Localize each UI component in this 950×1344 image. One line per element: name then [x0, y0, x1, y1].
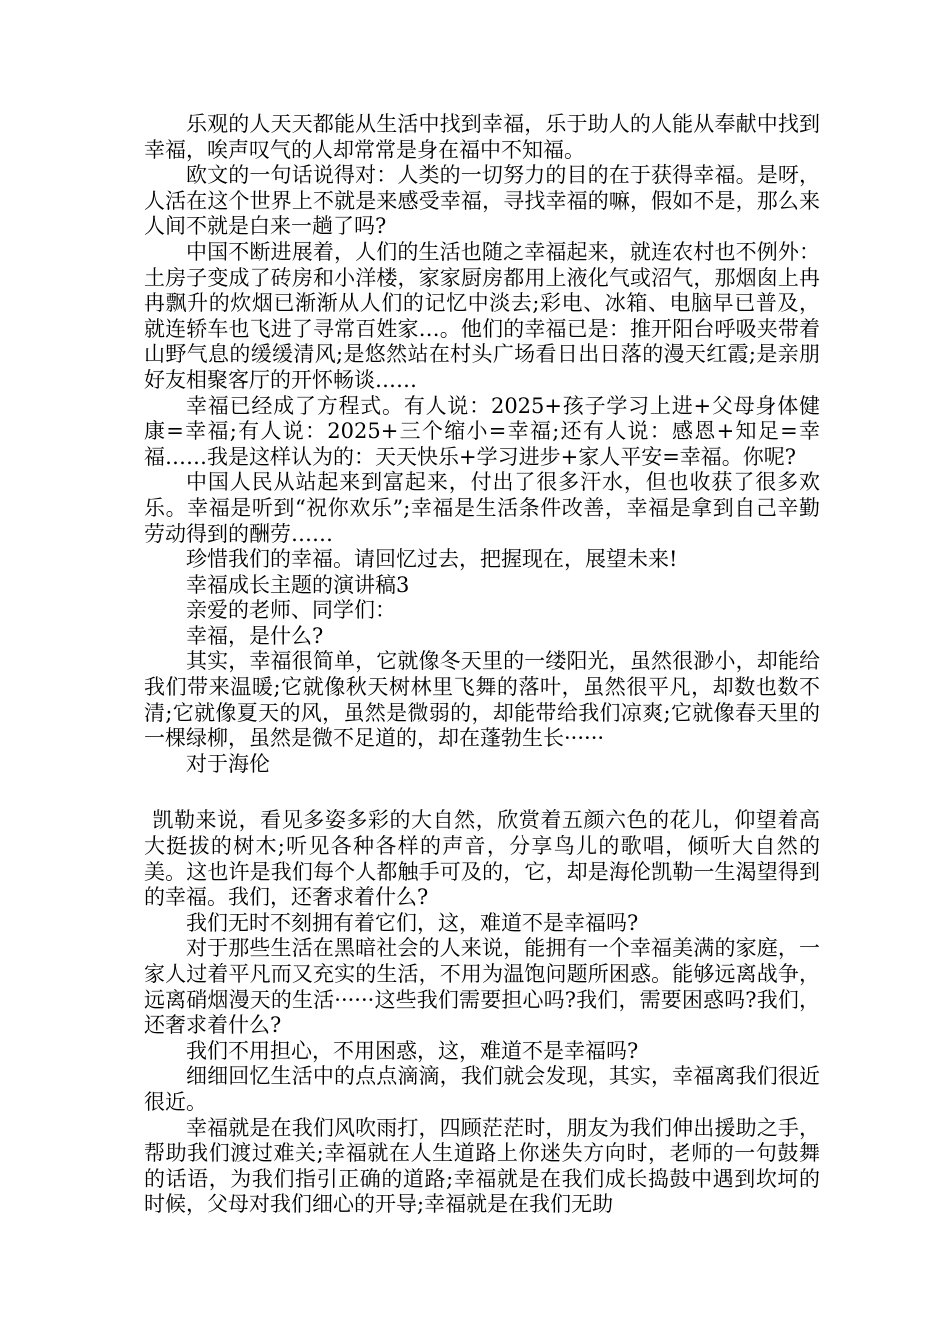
paragraph: 欧文的一句话说得对：人类的一切努力的目的在于获得幸福。是呀，人活在这个世界上不就是来感受幸福，寻找幸福的嘛，假如不是，那么来人间不就是白来一趟了吗?: [144, 163, 820, 239]
paragraph: 对于海伦: [186, 751, 270, 776]
paragraph: 对于那些生活在黑暗社会的人来说，能拥有一个幸福美满的家庭，一家人过着平凡而又充实的生活，不用为温饱问题所困惑。能够远离战争，远离硝烟漫天的生活······这些我们需要担心吗?我们，需要困惑吗?我们，还奢求着什么?: [144, 936, 820, 1038]
paragraph: 我们无时不刻拥有着它们，这，难道不是幸福吗?: [186, 910, 639, 935]
paragraph: 我们不用担心，不用困惑，这，难道不是幸福吗?: [186, 1038, 639, 1063]
blank-line: [144, 777, 820, 808]
paragraph: 中国不断进展着，人们的生活也随之幸福起来，就连农村也不例外：土房子变成了砖房和小洋楼，家家厨房都用上液化气或沼气，那烟囱上冉冉飘升的炊烟已渐渐从人们的记忆中淡去;彩电、冰箱、电脑早已普及，就连轿车也飞进了寻常百姓家…。他们的幸福已是：推开阳台呼吸夹带着山野气息的缓缓清风;是悠然站在村头广场看日出日落的漫天红霞;是亲朋好友相聚客厅的开怀畅谈……: [144, 239, 820, 392]
section-heading: 幸福成长主题的演讲稿3: [186, 572, 410, 597]
paragraph: 中国人民从站起来到富起来，付出了很多汗水，但也收获了很多欢乐。幸福是听到“祝你欢乐”;幸福是生活条件改善，幸福是拿到自己辛勤劳动得到的酬劳……: [144, 470, 820, 546]
document-body: [144, 112, 820, 1218]
paragraph: 幸福已经成了方程式。有人说：2025+孩子学习上进+父母身体健康=幸福;有人说：2025+三个缩小=幸福;还有人说：感恩+知足=幸福……我是这样认为的：天天快乐+学习进步+家人平安=幸福。你呢?: [144, 393, 820, 469]
paragraph: 珍惜我们的幸福。请回忆过去，把握现在，展望未来!: [186, 547, 678, 572]
paragraph: 细细回忆生活中的点点滴滴，我们就会发现，其实，幸福离我们很近很近。: [144, 1064, 820, 1114]
paragraph: 幸福就是在我们风吹雨打，四顾茫茫时，朋友为我们伸出援助之手，帮助我们渡过难关;幸福就在人生道路上你迷失方向时，老师的一句鼓舞的话语，为我们指引正确的道路;幸福就是在我们成长捣鼓中遇到坎坷的时候，父母对我们细心的开导;幸福就是在我们无助: [144, 1115, 820, 1217]
salutation: 亲爱的老师、同学们：: [186, 598, 396, 623]
paragraph: 幸福，是什么?: [186, 623, 324, 648]
paragraph: 乐观的人天天都能从生活中找到幸福，乐于助人的人能从奉献中找到幸福，唉声叹气的人却常常是身在福中不知福。: [144, 112, 820, 162]
paragraph: 凯勒来说，看见多姿多彩的大自然，欣赏着五颜六色的花儿，仰望着高大挺拔的树木;听见各种各样的声音，分享鸟儿的歌唱，倾听大自然的美。这也许是我们每个人都触手可及的，它，却是海伦凯勒一生渴望得到的幸福。我们，还奢求着什么?: [144, 808, 820, 910]
paragraph: 其实，幸福很简单，它就像冬天里的一缕阳光，虽然很渺小，却能给我们带来温暖;它就像秋天树林里飞舞的落叶，虽然很平凡，却数也数不清;它就像夏天的风，虽然是微弱的，却能带给我们凉爽;它就像春天里的一棵绿柳，虽然是微不足道的，却在蓬勃生长······: [144, 649, 820, 751]
